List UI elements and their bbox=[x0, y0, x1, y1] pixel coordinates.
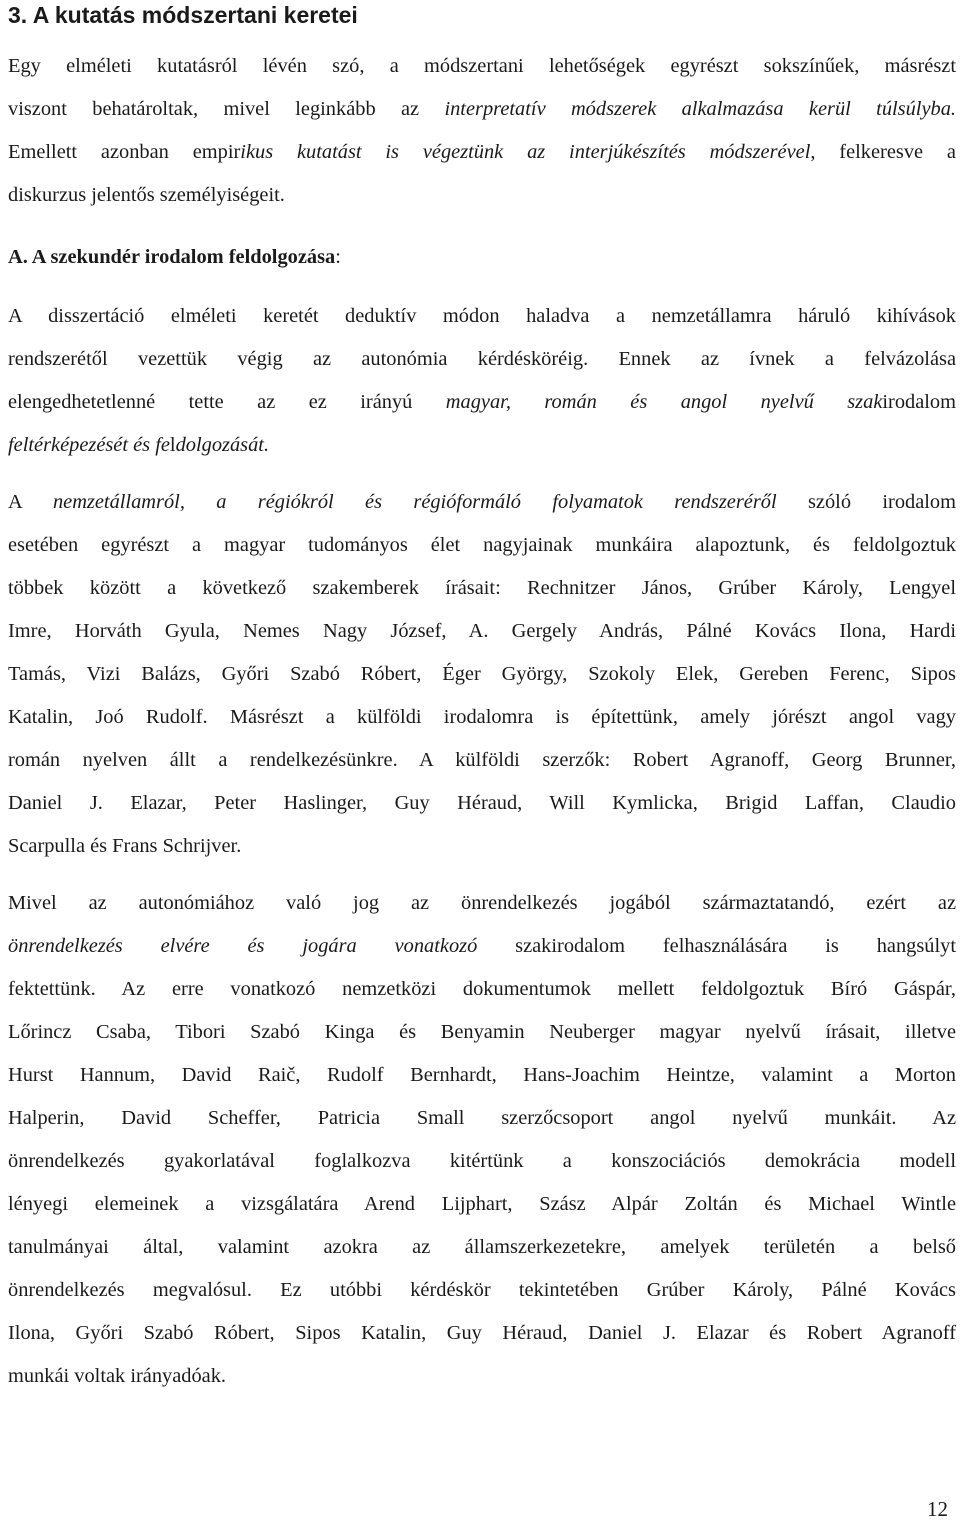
text-run: Ilona, Győri Szabó Róbert, Sipos Katalin, Guy Héraud, Daniel J. Elazar és Robert Agranoff bbox=[8, 1322, 956, 1344]
section-heading: 3. A kutatás módszertani keretei bbox=[8, 2, 358, 28]
subheading-colon: : bbox=[335, 246, 341, 268]
text-line bbox=[8, 1312, 956, 1355]
text-run: tanulmányai által, valamint azokra az államszerkezetekre, amelyek területén a belső bbox=[8, 1236, 956, 1258]
text-line bbox=[8, 653, 956, 696]
text-run: Daniel J. Elazar, Peter Haslinger, Guy Héraud, Will Kymlicka, Brigid Laffan, Claudio bbox=[8, 792, 956, 814]
text-run: Hurst Hannum, David Raič, Rudolf Bernhardt, Hans-Joachim Heintze, valamint a Morton bbox=[8, 1064, 956, 1086]
text-run: esetében egyrészt a magyar tudományos élet nagyjainak munkáira alapoztunk, és feldolgoztuk bbox=[8, 534, 956, 556]
text-run: Mivel az autonómiához való jog az önrendelkezés jogából származtatandó, ezért az bbox=[8, 892, 956, 914]
text-run: román nyelven állt a rendelkezésünkre. A külföldi szerzők: Robert Agranoff, Georg Brunner, bbox=[8, 749, 956, 771]
text-run: l bbox=[169, 434, 176, 456]
italic-text-run: önrendelkezés elvére és jogára vonatkozó bbox=[8, 935, 478, 957]
text-line bbox=[8, 1011, 956, 1054]
text-line bbox=[8, 131, 956, 174]
text-line bbox=[8, 45, 956, 88]
text-line bbox=[8, 1355, 956, 1398]
text-line bbox=[8, 925, 956, 968]
text-run: önrendelkezés gyakorlatával foglalkozva kitértünk a konszociációs demokrácia modell bbox=[8, 1150, 956, 1172]
text-line bbox=[8, 424, 956, 467]
text-line bbox=[8, 524, 956, 567]
text-line bbox=[8, 174, 956, 217]
text-line bbox=[8, 882, 956, 925]
text-line bbox=[8, 1226, 956, 1269]
text-run: Lőrincz Csaba, Tibori Szabó Kinga és Benyamin Neuberger magyar nyelvű írásait, illetve bbox=[8, 1021, 956, 1043]
text-line bbox=[8, 1183, 956, 1226]
text-run: Emellett azonban empir bbox=[8, 141, 241, 163]
italic-text-run: ikus kutatást is végeztünk az interjúkészítés módszerével bbox=[240, 141, 811, 163]
text-run: többek között a következő szakemberek írásait: Rechnitzer János, Grúber Károly, Lengyel bbox=[8, 577, 956, 599]
text-run: , felkeresve a bbox=[810, 141, 956, 163]
subheading-secondary-literature bbox=[8, 242, 341, 272]
text-run: munkái voltak irányadóak. bbox=[8, 1365, 227, 1387]
text-line bbox=[8, 1097, 956, 1140]
text-run: fektettünk. Az erre vonatkozó nemzetközi dokumentumok mellett feldolgoztuk Bíró Gáspár, bbox=[8, 978, 956, 1000]
text-run: Halperin, David Scheffer, Patricia Small szerzőcsoport angol nyelvű munkáit. Az bbox=[8, 1107, 956, 1129]
italic-text-run: nemzetállamról, a régiókról és régióformáló folyamatok rendszeréről bbox=[52, 491, 777, 513]
text-run: A bbox=[8, 491, 53, 513]
text-line bbox=[8, 338, 956, 381]
text-run: elengedhetetlenné tette az ez irányú bbox=[8, 391, 446, 413]
text-line bbox=[8, 567, 956, 610]
paragraph-methodology-intro bbox=[8, 45, 956, 217]
text-run: szóló irodalom bbox=[776, 491, 956, 513]
text-line bbox=[8, 481, 956, 524]
text-run: Imre, Horváth Gyula, Nemes Nagy József, A. Gergely András, Pálné Kovács Ilona, Hardi bbox=[8, 620, 956, 642]
text-run: Tamás, Vizi Balázs, Győri Szabó Róbert, Éger György, Szokoly Elek, Gereben Ferenc, Sipos bbox=[8, 663, 956, 685]
text-line bbox=[8, 1054, 956, 1097]
italic-text-run: dolgozását. bbox=[175, 434, 270, 456]
text-run: Katalin, Joó Rudolf. Másrészt a külföldi irodalomra is építettünk, amely jórészt angol vagy bbox=[8, 706, 956, 728]
text-run: diskurzus jelentős személyiségeit. bbox=[8, 184, 285, 206]
italic-text-run: interpretatív módszerek alkalmazása kerül túlsúlyba. bbox=[444, 98, 957, 120]
text-line bbox=[8, 825, 956, 868]
text-run: önrendelkezés megvalósul. Ez utóbbi kérdéskör tekintetében Grúber Károly, Pálné Kovács bbox=[8, 1279, 956, 1301]
page-number: 12 bbox=[927, 1497, 948, 1521]
paragraph-dissertation-framework bbox=[8, 295, 956, 467]
italic-text-run: feltérképezését és fe bbox=[8, 434, 170, 456]
text-run: Egy elméleti kutatásról lévén szó, a módszertani lehetőségek egyrészt sokszínűek, másrészt bbox=[8, 55, 956, 77]
subheading-label: A. A szekundér irodalom feldolgozása bbox=[8, 246, 336, 268]
text-line bbox=[8, 88, 956, 131]
text-run: lényegi elemeinek a vizsgálatára Arend Lijphart, Szász Alpár Zoltán és Michael Wintle bbox=[8, 1193, 956, 1215]
text-line bbox=[8, 295, 956, 338]
text-run: rendszerétől vezettük végig az autonómia kérdésköréig. Ennek az ívnek a felvázolása bbox=[8, 348, 956, 370]
text-line bbox=[8, 1140, 956, 1183]
text-line bbox=[8, 696, 956, 739]
text-line bbox=[8, 968, 956, 1011]
text-run: A disszertáció elméleti keretét deduktív módon haladva a nemzetállamra háruló kihívások bbox=[8, 305, 956, 327]
text-line bbox=[8, 1269, 956, 1312]
text-run: viszont behatároltak, mivel leginkább az bbox=[8, 98, 445, 120]
text-line bbox=[8, 610, 956, 653]
text-run: irodalom bbox=[882, 391, 956, 413]
text-line bbox=[8, 739, 956, 782]
text-run: szakirodalom felhasználására is hangsúlyt bbox=[477, 935, 956, 957]
italic-text-run: magyar, román és angol nyelvű szak bbox=[445, 391, 883, 413]
paragraph-nation-state-literature bbox=[8, 481, 956, 868]
paragraph-self-determination-literature bbox=[8, 882, 956, 1398]
text-line bbox=[8, 782, 956, 825]
text-line bbox=[8, 381, 956, 424]
text-run: Scarpulla és Frans Schrijver. bbox=[8, 835, 242, 857]
